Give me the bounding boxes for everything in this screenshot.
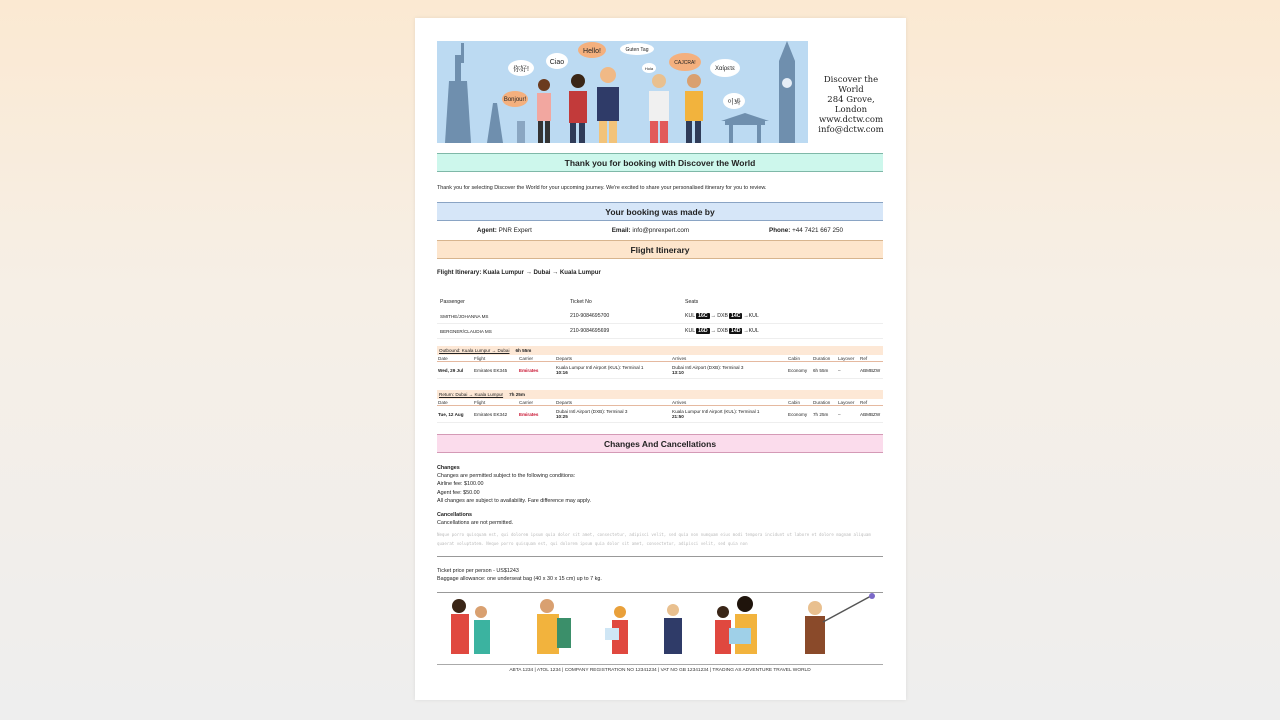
travellers-illustration [437, 41, 808, 143]
table-row: Wed, 29 Jul Emirates EK345 Emirates Kuala Lumpur Intl Airport (KUL): Terminal 1 10:16 Dubai Intl Airport (DXB): Terminal 3 13:10 Economy 6h 55m – ABMBZW [437, 362, 883, 379]
emirates-logo: Emirates [519, 367, 539, 373]
seat-badge: 14C [730, 313, 741, 319]
friends-with-map-icon [715, 596, 757, 654]
terms-lorem: Neque porro quisquam est, qui dolorem ipsum quia dolor sit amet, consectetur, adipisci velit, sed quia non numquam eius modi tempora incidunt ut labore et dolore magnam aliquam quaerat voluptatem. Neque porro quisquam est, qui dolorem ipsum quia dolor sit amet, consectetur, adipisci velit, sed quia non [437, 532, 871, 546]
company-email[interactable]: info@dctw.com [818, 125, 884, 135]
table-row: SMITHE/JOHANNA MS 210-9084695700 KUL 16C → DXB 14C →KUL [437, 309, 883, 324]
svg-text:Hola: Hola [644, 66, 654, 71]
table-row: Tue, 12 Aug Emirates EK342 Emirates Dubai Intl Airport (DXB): Terminal 3 10:25 Kuala Lumpur Intl Airport (KUL): Terminal 1 21:50 Economy 7h 25m – ABMBZW [437, 406, 883, 423]
flight-itinerary-heading: Flight Itinerary [437, 240, 883, 259]
map-reader-icon [605, 604, 682, 654]
agent-phone[interactable]: Phone: +44 7421 667 250 [769, 227, 844, 234]
svg-text:你好!: 你好! [513, 66, 529, 73]
divider [437, 664, 883, 665]
changes-text: Changes Changes are permitted subject to the following conditions: Airline fee: $100.00 Agent fee: $50.00 All changes are subject to availability. Fare difference may apply. [437, 465, 592, 504]
cancellations-text: Cancellations Cancellations are not permitted. [437, 512, 514, 527]
svg-text:Ciao: Ciao [549, 59, 565, 66]
seat-badge: 14D [730, 328, 741, 334]
svg-text:이봐: 이봐 [727, 99, 741, 106]
company-address [811, 75, 891, 135]
passenger-table-header: Passenger Ticket No Seats [440, 298, 699, 305]
svg-text:Hello!: Hello! [583, 48, 601, 55]
baggage-allowance: Baggage allowance: one underseat bag (40 x 30 x 15 cm) up to 7 kg. [437, 576, 602, 583]
passenger-table [437, 294, 883, 339]
route-title: Flight Itinerary: Kuala Lumpur → Dubai → Kuala Lumpur [437, 269, 601, 276]
itinerary-document [415, 18, 906, 700]
company-web[interactable]: www.dctw.com [818, 115, 884, 125]
company-street: 284 Grove, London [827, 95, 875, 115]
photographer-couple-icon [451, 599, 490, 654]
hero-illustration [437, 41, 808, 143]
big-ben-icon [779, 41, 795, 143]
outbound-segment: Outbound: Kuala Lumpur → Dubai 6h 55m Date Flight Carrier Departs Arrives Cabin Duration Layover Ref Wed, 29 Jul Emirates EK345 Emirates Kuala Lumpur Intl Airport (KUL): Terminal 1 10:16 Dubai Intl Airport (DXB): Terminal 3 13:10 Economy 6h 55m – ABMBZW [437, 346, 883, 379]
agent-email[interactable]: Email: info@pnrexpert.com [611, 227, 690, 234]
thank-you-heading: Thank you for booking with Discover the World [437, 153, 883, 172]
agent-details [437, 227, 883, 234]
ticket-price: Ticket price per person - US$1243 [437, 568, 519, 574]
divider [437, 556, 883, 557]
hiker-icon [537, 599, 571, 654]
company-name: Discover the World [823, 75, 879, 95]
travellers-footer-illustration [437, 592, 883, 662]
changes-heading: Changes And Cancellations [437, 434, 883, 453]
selfie-traveller-icon [805, 593, 875, 654]
booking-made-by-heading: Your booking was made by [437, 202, 883, 221]
svg-text:Guten Tag: Guten Tag [625, 47, 649, 53]
agent-info: Agent: PNR Expert [476, 227, 532, 234]
svg-text:CAJCRA!: CAJCRA! [674, 60, 696, 66]
seat-badge: 16C [698, 313, 708, 319]
svg-text:Bonjour!: Bonjour! [503, 97, 527, 103]
footer-registration: ABTA 1234 | ATOL 1234 | COMPANY REGISTRATION NO 12341234 | VAT NO GB 12341234 | TRADING AS ADVENTURE TRAVEL WORLD [509, 668, 811, 673]
thank-you-text: Thank you for selecting Discover the World for your upcoming journey. We're excited to share your personalised itinerary for you to review. [437, 185, 767, 191]
pricing-info [437, 567, 602, 583]
return-segment: Return: Dubai → Kuala Lumpur 7h 25m Date Flight Carrier Departs Arrives Cabin Duration Layover Ref Tue, 12 Aug Emirates EK342 Emirates Dubai Intl Airport (DXB): Terminal 3 10:25 Kuala Lumpur Intl Airport (KUL): Terminal 1 21:50 Economy 7h 25m – ABMBZW [437, 390, 883, 423]
table-row: BERGNER/CLAUDIA MS 210-9084695699 KUL 16D → DXB 14D →KUL [437, 324, 883, 339]
svg-text:Χαίρετε: Χαίρετε [715, 66, 735, 72]
seat-badge: 16D [698, 328, 708, 334]
emirates-logo: Emirates [519, 411, 539, 417]
